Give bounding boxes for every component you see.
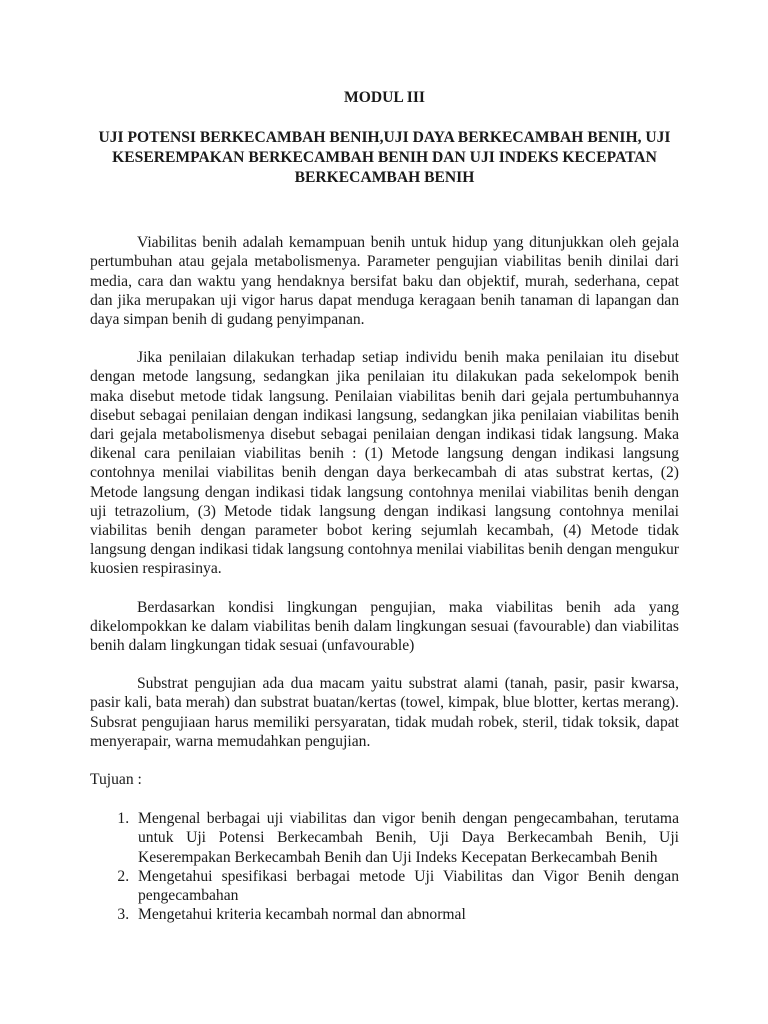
paragraph-kondisi-lingkungan: Berdasarkan kondisi lingkungan pengujian, maka viabilitas benih ada yang dikelompokkan ke dalam viabilitas benih dalam lingkungan sesuai (favourable) dan viabilitas benih dalam lingkungan tidak sesuai (unfavourable) xyxy=(90,598,679,655)
paragraph-viabilitas: Viabilitas benih adalah kemampuan benih untuk hidup yang ditunjukkan oleh gejala pertumbuhan atau gejala metabolismenya. Parameter pengujian viabilitas benih dinilai dari media, cara dan waktu yang hendaknya bersifat baku dan objektif, murah, sederhana, cepat dan jika merupakan uji vigor harus dapat menduga keragaan benih tanaman di lapangan dan daya simpan benih di gudang penyimpanan. xyxy=(90,234,679,329)
paragraph-metode-penilaian: Jika penilaian dilakukan terhadap setiap individu benih maka penilaian itu disebut dengan metode langsung, sedangkan jika penilaian itu dilakukan pada sekelompok benih maka disebut metode tidak langsung. Penilaian viabilitas benih dari gejala pertumbuhannya disebut sebagai penilaian dengan indikasi langsung, sedangkan jika penilaian viabilitas benih dari gejala metabolismenya disebut sebagai penilaian dengan indikasi tidak langsung. Maka dikenal cara penilaian viabilitas benih : (1) Metode langsung dengan indikasi langsung contohnya menilai viabilitas benih dengan daya berkecambah di atas substrat kertas, (2) Metode langsung dengan indikasi tidak langsung contohnya menilai viabilitas benih dengan uji tetrazolium, (3) Metode tidak langsung dengan indikasi langsung contohnya menilai viabilitas benih dengan parameter bobot kering sejumlah kecambah, (4) Metode tidak langsung dengan indikasi tidak langsung contohnya menilai viabilitas benih dengan mengukur kuosien respirasinya. xyxy=(90,349,679,578)
module-title: MODUL III xyxy=(343,89,425,106)
paragraph-substrat: Substrat pengujian ada dua macam yaitu substrat alami (tanah, pasir, pasir kwarsa, pasir kali, bata merah) dan substrat buatan/kertas (towel, kimpak, blue blotter, kertas merang). Subsrat pengujiaan harus memiliki persyaratan, tidak mudah robek, steril, tidak toksik, dapat menyerapair, warna memudahkan pengujian. xyxy=(90,675,679,750)
goal-item: 1. Mengenal berbagai uji viabilitas dan vigor benih dengan pengecambahan, terutama untuk Uji Potensi Berkecambah Benih, Uji Daya Berkecambah Benih, Uji Keserempakan Berkecambah Benih dan Uji Indeks Kecepatan Berkecambah Benih xyxy=(133,809,679,867)
tujuan-heading: Tujuan : xyxy=(90,771,142,789)
goal-item: 2. Mengetahui spesifikasi berbagai metode Uji Viabilitas dan Vigor Benih dengan pengecambahan xyxy=(133,867,679,905)
document-page xyxy=(90,88,679,925)
goals-list xyxy=(90,809,679,924)
goal-item: 3. Mengetahui kriteria kecambah normal dan abnormal xyxy=(133,905,679,924)
main-title: UJI POTENSI BERKECAMBAH BENIH,UJI DAYA BERKECAMBAH BENIH, UJI KESEREMPAKAN BERKECAMBAH BENIH DAN UJI INDEKS KECEPATAN BERKECAMBAH BENIH xyxy=(98,129,671,187)
